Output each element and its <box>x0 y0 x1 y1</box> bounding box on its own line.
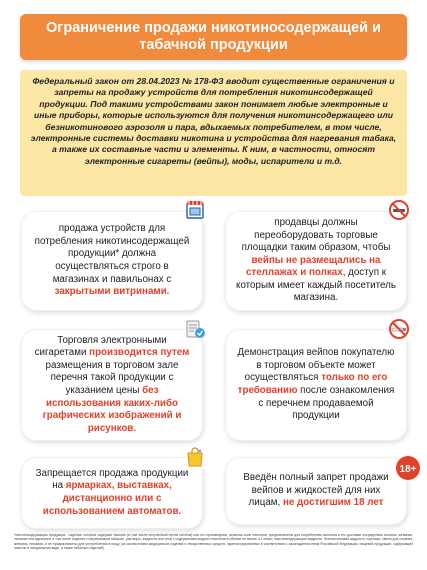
age-18-icon <box>395 455 421 481</box>
card-text: продажа устройств для потребления никотинсодержащей продукции* должна осуществляться строго в магазинах и павильонах с закрытыми витринами. <box>34 223 190 298</box>
price-tag-icon <box>184 318 206 340</box>
card-fairs-ban <box>22 458 202 528</box>
card-price-list <box>22 330 202 440</box>
title-banner <box>20 14 407 60</box>
shopping-bag-icon <box>184 446 206 468</box>
card-no-shelves <box>226 212 406 310</box>
card-on-request <box>226 330 406 440</box>
age-badge-text: 18+ <box>399 464 417 475</box>
storefront-icon <box>184 199 206 221</box>
card-age-limit <box>226 458 406 524</box>
card-text: Демонстрация вейпов покупателю в торговом объекте может осуществляться только по его требованию после ознакомления с перечнем продаваемой продукции <box>237 347 395 422</box>
no-smoking-icon <box>388 318 410 340</box>
no-vape-icon <box>388 199 410 221</box>
intro-text: Федеральный закон от 28.04.2023 № 178-ФЗ вводит существенные ограничения и запреты на продажу устройств для потребления никотинсодержащей продукции. Под такими устройствами закон понимает любые электронные и иные приборы, которые используются для получения никотинсодержащего или безникотинового аэрозоля и пара, вдыхаемых потребителем, в том числе, электронные системы доставки никотина и устройства для нагревания табака, а также их составные части и элементы. К ним, в частности, относят электронные сигареты (вейпы), моды, испарители и т.д. <box>30 76 397 166</box>
card-closed-showcases <box>22 212 202 310</box>
card-text: продавцы должны переоборудовать торговые площадки таким образом, чтобы вейпы не размещались на стеллажах и полках, доступ к которым имеет каждый посетитель магазина. <box>236 216 396 304</box>
card-text: Введён полный запрет продажи вейпов и жидкостей для них лицам, не достигшим 18 лет <box>243 472 389 509</box>
page-title: Ограничение продажи никотиносодержащей и табачной продукции <box>46 20 381 53</box>
footnote <box>14 533 413 567</box>
card-text: Торговля электронными сигаретами производится путем размещения в торговом зале перечня такой продукции с указанием цены без использования каких-либо графических изображений и рисунков. <box>34 334 190 434</box>
card-text: Запрещается продажа продукции на ярмарках, выставках, дистанционно или с использованием автоматов. <box>35 467 189 517</box>
footnote-text: *никотинсодержащая продукция - изделия, которые содержат никотин (в том числе полученный путем синтеза) или его производные, включая соли никотина, предназначены для потребления никотина и его доставки посредством сосания, жевания, нюхания или вдыхания, в том числе изделия с нагреваемым табаком, растворы, жидкости или гели с содержанием жидкого никотина в объеме не менее 0,1 мг/мл, никотинсодержащая жидкость, безникотиновая жидкость, порошки, смеси для сосания, жевания, нюхания, и не предназначены для употребления в пищу (за исключением медицинских изделий и лекарственных средств, зарегистрированных в соответствии с законодательством Российской Федерации, пищевой продукции, содержащей никотин в натуральном виде, а также табачных изделий). <box>14 533 413 551</box>
intro-box <box>20 70 407 196</box>
